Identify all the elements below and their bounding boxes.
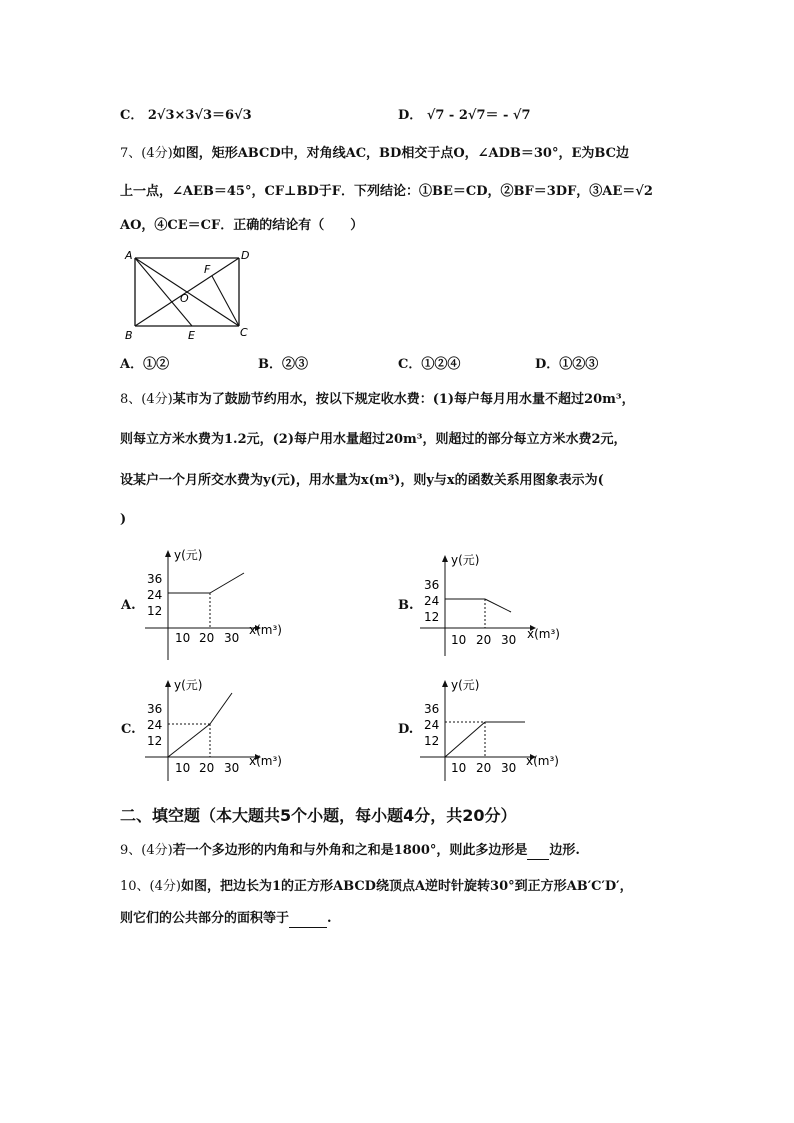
q7-line3: AO，④CE＝CF．正确的结论有（ ） <box>120 218 364 233</box>
q7-option-b <box>258 353 308 372</box>
q7-option-c-label: C． <box>398 357 422 372</box>
q8-graph-b-y-arrow <box>442 555 448 562</box>
q8-number: 8、(4分) <box>120 392 173 407</box>
q6-option-c-label: C． <box>120 108 144 123</box>
q8-graph-d-xtick-30: 30 <box>501 761 517 775</box>
q8-graph-d-ytick-12: 12 <box>424 734 440 748</box>
q8-graph-d-y-arrow <box>442 680 448 687</box>
q8-graph-c-ytick-36: 36 <box>147 702 163 716</box>
q6-option-d <box>398 108 531 124</box>
q9-text-before: 若一个多边形的内角和与外角和之和是1800°，则此多边形是 <box>172 843 528 858</box>
q7-line1 <box>120 146 629 162</box>
q8-line3: 设某户一个月所交水费为y(元)，用水量为x(m³)，则y与x的函数关系用图象表示为( <box>120 473 604 488</box>
q8-graph-b-xtick-20: 20 <box>476 633 492 647</box>
q8-graph-c <box>140 675 290 787</box>
q8-graph-b-segment-2 <box>485 599 511 612</box>
q8-graph-c-segment-1 <box>168 724 210 757</box>
q8-graph-c-y-arrow <box>165 680 171 687</box>
q7-option-a <box>120 353 169 372</box>
q8-graph-b <box>415 550 565 662</box>
q8-graph-a-segment-2 <box>210 573 244 593</box>
q9-number: 9、(4分) <box>120 843 173 858</box>
q8-line4: ) <box>120 512 127 527</box>
q7-option-d-text: ①②③ <box>559 357 599 372</box>
q8-graph-c-ytick-24: 24 <box>147 718 163 732</box>
q8-graph-c-label: C. <box>121 722 136 737</box>
q7-option-c-text: ①②④ <box>421 357 461 372</box>
q8-graph-c-xtick-30: 30 <box>224 761 240 775</box>
q10-text-line1: 如图，把边长为1的正方形ABCD绕顶点A逆时针旋转30°到正方形AB′C′D′， <box>180 879 633 894</box>
q8-graph-a-xtick-20: 20 <box>199 631 215 645</box>
q7-segment-cf <box>212 276 239 326</box>
q7-option-b-label: B． <box>258 357 282 372</box>
q7-label-d: D <box>241 249 250 262</box>
q8-graph-d-ytick-24: 24 <box>424 718 440 732</box>
q8-graph-d-segment-1 <box>445 722 485 757</box>
q8-graph-a-label: A. <box>121 598 136 613</box>
q8-graph-b-xtick-10: 10 <box>451 633 467 647</box>
q8-graph-c-y-label: y(元) <box>174 678 203 692</box>
q7-option-c <box>398 353 460 372</box>
q8-graph-b-ytick-12: 12 <box>424 610 440 624</box>
q8-graph-a-ytick-36: 36 <box>147 572 163 586</box>
q8-graph-a-y-arrow <box>165 550 171 557</box>
q8-graph-a-y-label: y(元) <box>174 548 203 562</box>
q8-graph-b-ytick-24: 24 <box>424 594 440 608</box>
q8-graph-c-ytick-12: 12 <box>147 734 163 748</box>
q8-graph-a-ytick-24: 24 <box>147 588 163 602</box>
q7-label-e: E <box>188 329 195 342</box>
q10-answer-blank[interactable] <box>289 911 327 928</box>
q9-text-after: 边形. <box>549 843 580 858</box>
q6-option-d-expr: √7 - 2√7＝ - √7 <box>426 108 531 123</box>
q9-line <box>120 843 580 860</box>
q7-label-b: B <box>125 329 133 342</box>
q8-graph-d-x-label: x(m³) <box>526 754 559 768</box>
q7-option-a-label: A． <box>120 357 144 372</box>
q7-text-line1: 如图，矩形ABCD中，对角线AC，BD相交于点O，∠ADB＝30°，E为BC边 <box>172 146 629 161</box>
q7-label-c: C <box>240 326 248 339</box>
q9-answer-blank[interactable] <box>527 843 549 860</box>
q8-graph-c-x-label: x(m³) <box>249 754 282 768</box>
q7-option-d-label: D． <box>535 357 560 372</box>
q8-graph-b-y-label: y(元) <box>451 553 480 567</box>
q8-graph-c-segment-2 <box>210 693 232 724</box>
q8-graph-d <box>415 675 565 787</box>
q8-graph-b-xtick-30: 30 <box>501 633 517 647</box>
q8-graph-a-xtick-30: 30 <box>224 631 240 645</box>
q10-number: 10、(4分) <box>120 879 181 894</box>
q6-option-d-label: D． <box>398 108 423 123</box>
q8-graph-b-x-label: x(m³) <box>527 627 560 641</box>
q8-line1 <box>120 392 635 408</box>
q7-label-a: A <box>125 249 133 262</box>
q7-label-f: F <box>204 263 211 276</box>
q8-graph-d-label: D. <box>398 722 414 737</box>
q10-line2 <box>120 911 332 928</box>
q8-graph-a-x-label: x(m³) <box>249 623 282 637</box>
q10-line1 <box>120 879 633 895</box>
q8-graph-d-xtick-20: 20 <box>476 761 492 775</box>
q6-option-c-expr: 2√3×3√3＝6√3 <box>147 108 252 123</box>
q8-graph-c-xtick-10: 10 <box>175 761 191 775</box>
q7-number: 7、(4分) <box>120 146 173 161</box>
q6-option-c <box>120 108 252 124</box>
q7-rectangle-figure <box>122 248 252 343</box>
q10-text-before: 则它们的公共部分的面积等于 <box>120 911 290 926</box>
q8-graph-c-xtick-20: 20 <box>199 761 215 775</box>
q8-graph-d-y-label: y(元) <box>451 678 480 692</box>
q8-graph-b-ytick-36: 36 <box>424 578 440 592</box>
q10-text-after: . <box>327 911 332 926</box>
q7-option-a-text: ①② <box>143 357 170 372</box>
q8-graph-d-ytick-36: 36 <box>424 702 440 716</box>
q8-graph-d-xtick-10: 10 <box>451 761 467 775</box>
q7-option-b-text: ②③ <box>282 357 309 372</box>
q8-graph-a <box>140 545 290 665</box>
q7-option-d <box>535 353 598 372</box>
q7-label-o: O <box>180 292 189 305</box>
q7-line2: 上一点，∠AEB＝45°，CF⊥BD于F．下列结论：①BE＝CD，②BF＝3DF，③AE＝√2 <box>120 184 653 199</box>
q8-line2: 则每立方米水费为1.2元，(2)每户用水量超过20m³，则超过的部分每立方米水费2元， <box>120 432 627 447</box>
q8-graph-a-ytick-12: 12 <box>147 604 163 618</box>
q8-graph-a-xtick-10: 10 <box>175 631 191 645</box>
q8-text-line1: 某市为了鼓励节约用水，按以下规定收水费：(1)每户每月用水量不超过20m³， <box>172 392 635 407</box>
q8-graph-b-label: B. <box>398 598 414 613</box>
section-2-title: 二、填空题（本大题共5个小题，每小题4分，共20分） <box>120 806 517 825</box>
